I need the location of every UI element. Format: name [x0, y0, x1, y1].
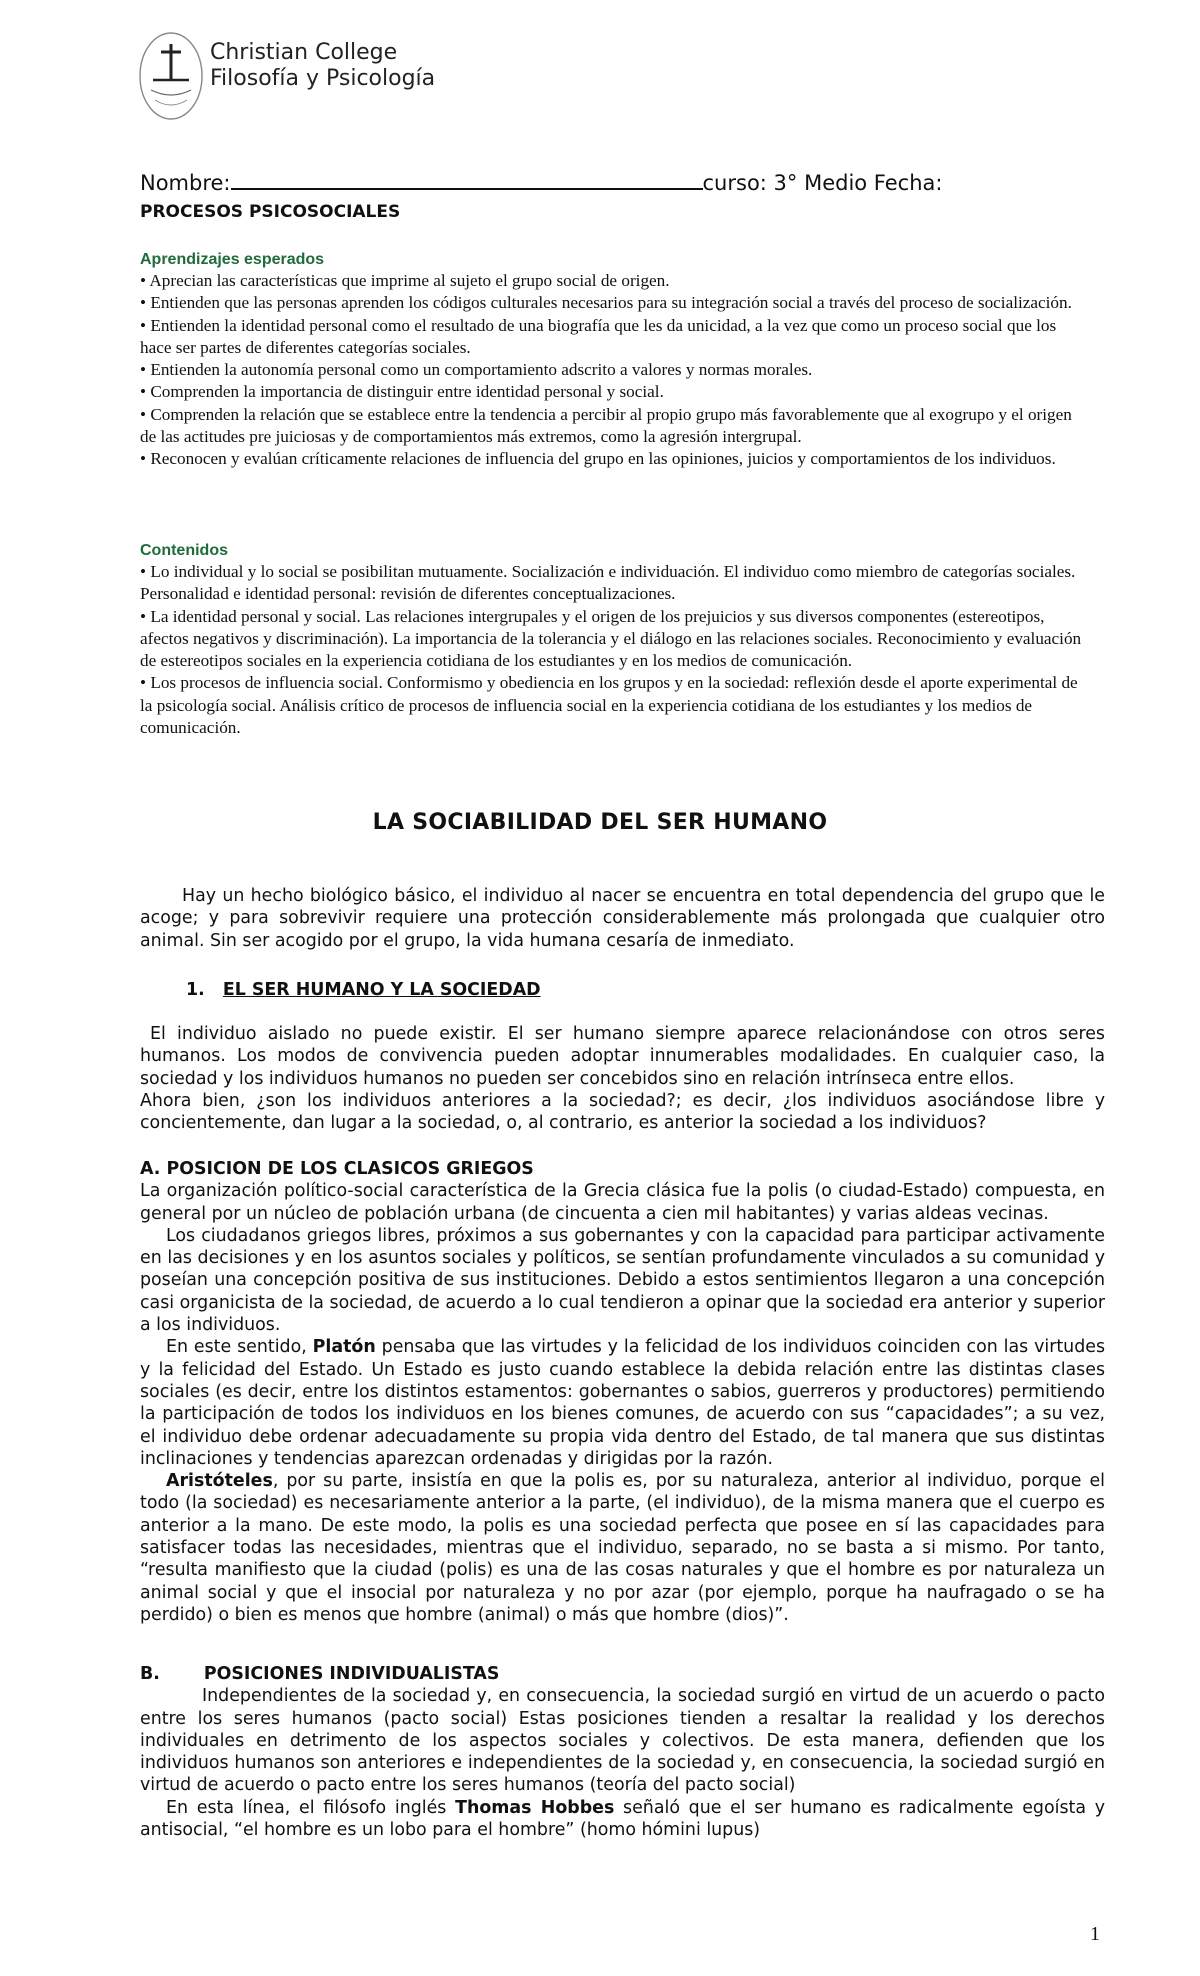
section-b	[140, 1663, 1105, 1841]
content-item: • Lo individual y lo social se posibilitan mutuamente. Socialización e individuación. El individuo como miembro de categorías sociales. Personalidad e identidad personal: revisión de diferentes conceptualizaciones.	[140, 562, 1076, 604]
objective-item: • Comprenden la relación que se establece entre la tendencia a percibir al propio grupo más favorablemente que al exogrupo y el origen de las actitudes pre juiciosas y de comportamientos más extremos, como la agresión intergrupal.	[140, 404, 1072, 447]
objective-item: • Entienden que las personas aprenden los códigos culturales necesarios para su integración social a través del proceso de socialización.	[140, 293, 1072, 313]
name-blank-line	[231, 168, 703, 190]
plato-pre: En este sentido,	[166, 1337, 313, 1358]
intro-paragraph	[140, 885, 1105, 952]
learning-objectives-heading: Aprendizajes esperados	[140, 251, 325, 268]
section-1-paragraph: Ahora bien, ¿son los individuos anteriores a la sociedad?; es decir, ¿los individuos asociándose libre y concientemente, dan lugar a la sociedad, o, al contrario, es anterior la sociedad a los individuos?	[140, 1090, 1105, 1134]
objective-item: • Reconocen y evalúan críticamente relaciones de influencia del grupo en las opiniones, juicios y comportamientos de los individuos.	[140, 449, 1056, 469]
section-a-paragraph: Los ciudadanos griegos libres, próximos a sus gobernantes y con la capacidad para participar activamente en las decisiones y en los asuntos sociales y políticos, se sentían profundamente vinculados a su comunidad y poseían una concepción positiva de sus instituciones. Debido a estos sentimientos llegaron a una concepción casi organicista de la sociedad, de acuerdo a lo cual tendieron a opinar que la sociedad era anterior y superior a los individuos.	[140, 1225, 1105, 1336]
hobbes-text: señaló que el ser humano es radicalmente egoísta y antisocial, “el hombre es un lobo para el hombre” (homo hómini lupus)	[140, 1797, 1106, 1841]
name-label: Nombre:	[140, 171, 231, 195]
section-b-title: POSICIONES INDIVIDUALISTAS	[203, 1664, 500, 1684]
page-number: 1	[1090, 1923, 1100, 1945]
objective-item: • Entienden la autonomía personal como un comportamiento adscrito a valores y normas morales.	[140, 360, 813, 380]
section-a	[140, 1158, 1105, 1626]
section-1-paragraph: El individuo aislado no puede existir. El ser humano siempre aparece relacionándose con otros seres humanos. Los modos de convivencia pueden adoptar innumerables modalidades. En cualquier caso, la sociedad y los individuos humanos no pueden ser concebidos sino en relación intrínseca entre ellos.	[140, 1024, 1105, 1089]
main-title: LA SOCIABILIDAD DEL SER HUMANO	[372, 810, 828, 835]
section-a-paragraph-aristotle	[140, 1470, 1105, 1626]
section-a-paragraph: La organización político-social característica de la Grecia clásica fue la polis (o ciudad-Estado) compuesta, en general por un núcleo de población urbana (de cincuenta a cien mil habitantes) y varias aldeas vecinas.	[140, 1181, 1105, 1224]
hobbes-pre: En esta línea, el filósofo inglés	[166, 1797, 456, 1818]
aristotle-name: Aristóteles	[166, 1471, 273, 1492]
section-a-heading: A. POSICION DE LOS CLASICOS GRIEGOS	[140, 1159, 534, 1179]
course-date-label: curso: 3° Medio Fecha:	[702, 171, 943, 195]
objective-item: • Aprecian las características que imprime al sujeto el grupo social de origen.	[140, 271, 670, 290]
section-1-number: 1.	[186, 980, 205, 1000]
objective-item: • Entienden la identidad personal como el resultado de una biografía que les da unicidad, a la vez que como un proceso social que los hace ser partes de diferentes categorías sociales.	[140, 315, 1057, 357]
aristotle-text: , por su parte, insistía en que la polis es, por su naturaleza, anterior al individuo, porque el todo (la sociedad) es necesariamente anterior a la parte, (el individuo), de la misma manera que el cuerpo es anterior a la mano. De este modo, la polis es una sociedad perfecta que posee en sí las capacidades para satisfacer todas las necesidades, mientras que el individuo, separado, no se basta a si mismo. Por tanto, “resulta manifiesto que la ciudad (polis) es una de las cosas naturales y que el hombre es por naturaleza un animal social y que el insocial por naturaleza y no por azar (por ejemplo, porque ha naufragado o se ha perdido) o bien es menos que hombre (animal) o más que hombre (dios)”.	[140, 1471, 1105, 1625]
student-info-line	[140, 168, 1070, 196]
section-1-heading	[186, 980, 541, 1000]
content-item: • Los procesos de influencia social. Conformismo y obediencia en los grupos y en la sociedad: reflexión desde el aporte experimental de la psicología social. Análisis crítico de procesos de influencia social en la experiencia cotidiana de los estudiantes y los medios de comunicación.	[140, 673, 1078, 738]
section-b-letter: B.	[140, 1664, 160, 1684]
section-1-title: EL SER HUMANO Y LA SOCIEDAD	[222, 980, 541, 1000]
school-name-line2: Filosofía y Psicología	[210, 66, 436, 91]
contents-section	[140, 541, 1090, 739]
plato-name: Platón	[312, 1337, 376, 1358]
section-1-body	[140, 1023, 1105, 1134]
contents-heading: Contenidos	[140, 542, 228, 559]
college-seal-icon	[137, 30, 205, 122]
content-item: • La identidad personal y social. Las relaciones intergrupales y el origen de los prejuicios y sus diversos componentes (estereotipos, afectos negativos y discriminación). La importancia de la tolerancia y el diálogo en las relaciones sociales. Reconocimiento y evaluación de estereotipos sociales en la experiencia cotidiana de los estudiantes y en los medios de comunicación.	[140, 606, 1082, 671]
section-b-paragraph: Independientes de la sociedad y, en consecuencia, la sociedad surgió en virtud de un acuerdo o pacto entre los seres humanos (pacto social) Estas posiciones tienden a resaltar la realidad y los derechos individuales en detrimento de los aspectos sociales y colectivos. De esta manera, defienden que los individuos humanos son anteriores e independientes de la sociedad y, en consecuencia, la sociedad surgió en virtud de acuerdo o pacto entre los seres humanos (teoría del pacto social)	[140, 1686, 1105, 1796]
plato-text: pensaba que las virtudes y la felicidad de los individuos coinciden con las virtudes y la felicidad del Estado. Un Estado es justo cuando establece la debida relación entre las distintas clases sociales (es decir, entre los distintos estamentos: gobernantes o sabios, guerreros y productores) permitiendo la participación de todos los individuos en los bienes comunes, de acuerdo con sus “capacidades”; a su vez, el individuo debe ordenar adecuadamente su propia vida dentro del Estado, de tal manera que sus distintas inclinaciones y tendencias aparezcan ordenadas y dirigidas por la razón.	[140, 1337, 1106, 1469]
school-name-line1: Christian College	[210, 40, 398, 65]
objective-item: • Comprenden la importancia de distinguir entre identidad personal y social.	[140, 382, 664, 402]
section-b-heading	[140, 1663, 1105, 1685]
section-b-paragraph-hobbes	[140, 1797, 1105, 1842]
section-a-paragraph-plato	[140, 1336, 1105, 1470]
learning-objectives	[140, 250, 1090, 471]
hobbes-name: Thomas Hobbes	[455, 1797, 615, 1818]
unit-title: PROCESOS PSICOSOCIALES	[140, 202, 401, 222]
intro-text: Hay un hecho biológico básico, el individuo al nacer se encuentra en total dependencia del grupo que le acoge; y para sobrevivir requiere una protección considerablemente más prolongada que cualquier otro animal. Sin ser acogido por el grupo, la vida humana cesaría de inmediato.	[140, 886, 1105, 951]
school-name	[210, 40, 435, 92]
